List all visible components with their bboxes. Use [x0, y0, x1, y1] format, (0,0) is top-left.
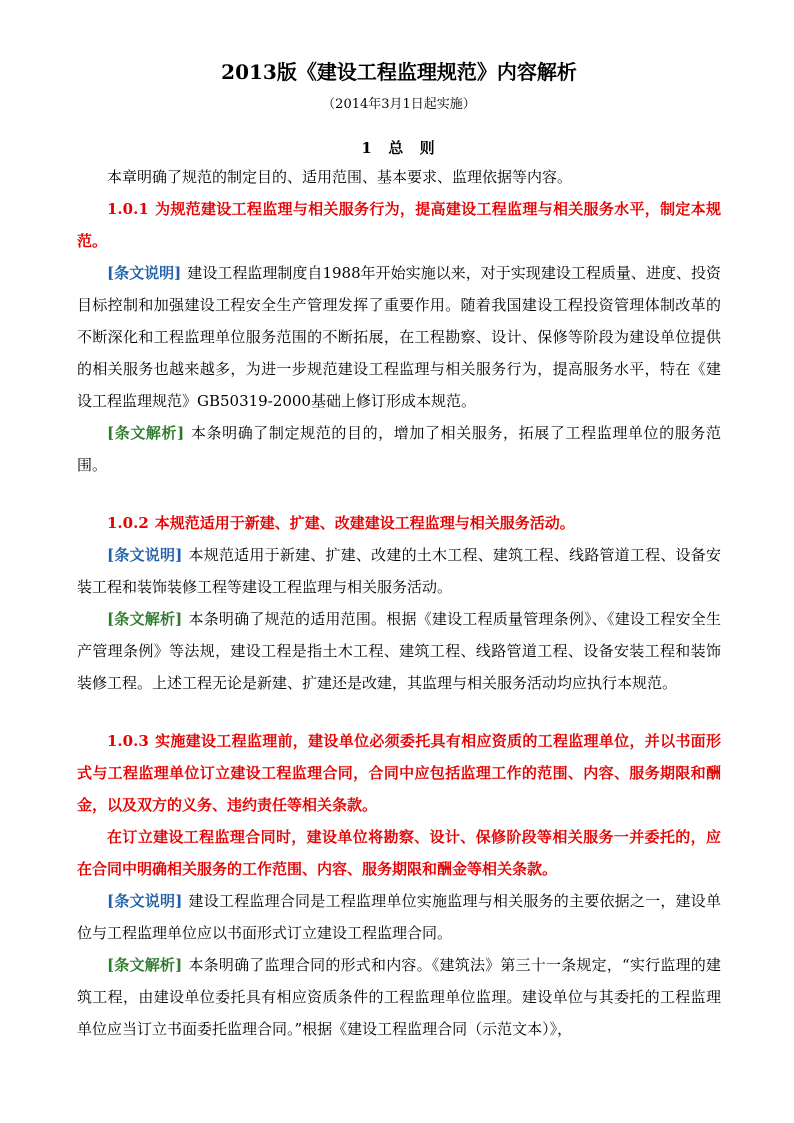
analysis-tag: [条文解析] — [107, 424, 185, 442]
analysis-1-0-3 — [77, 949, 721, 1045]
clause-1-0-3-continued — [77, 821, 721, 885]
section-spacer — [77, 699, 721, 725]
explain-1-0-2 — [77, 539, 721, 603]
analysis-1-0-1 — [77, 417, 721, 481]
analysis-text: 本条明确了监理合同的形式和内容。《建筑法》第三十一条规定，“实行监理的建筑工程，由建设单位委托具有相应资质条件的工程监理单位监理。建设单位与其委托的工程监理单位应当订立书面委托监理合同。”根据《建设工程监理合同（示范文本）》， — [77, 956, 721, 1038]
analysis-text: 本条明确了规范的适用范围。根据《建设工程质量管理条例》、《建设工程安全生产管理条例》等法规，建设工程是指土木工程、建筑工程、线路管道工程、设备安装工程和装饰装修工程。上述工程无论是新建、扩建还是改建，其监理与相关服务活动均应执行本规范。 — [77, 610, 721, 692]
chapter-intro: 本章明确了规范的制定目的、适用范围、基本要求、监理依据等内容。 — [107, 168, 573, 186]
explain-tag: [条文说明] — [107, 546, 183, 564]
analysis-1-0-2 — [77, 603, 721, 699]
clause-1-0-3 — [77, 725, 721, 821]
analysis-text: 本条明确了制定规范的目的，增加了相关服务，拓展了工程监理单位的服务范围。 — [77, 424, 721, 474]
chapter-heading: 1 总 则 — [361, 139, 437, 157]
document-title: 2013版《建设工程监理规范》内容解析 — [221, 60, 577, 84]
explain-tag: [条文说明] — [107, 264, 182, 282]
analysis-tag: [条文解析] — [107, 610, 183, 628]
explain-1-0-3 — [77, 885, 721, 949]
clause-1-0-2 — [77, 507, 721, 539]
clause-number: 1.0.1 — [107, 200, 149, 218]
document-content — [77, 57, 721, 1045]
clause-text: 实施建设工程监理前，建设单位必须委托具有相应资质的工程监理单位，并以书面形式与工程监理单位订立建设工程监理合同，合同中应包括监理工作的范围、内容、服务期限和酬金，以及双方的义务、违约责任等相关条款。 — [77, 732, 721, 814]
clause-number: 1.0.2 — [107, 514, 149, 532]
clause-text: 为规范建设工程监理与相关服务行为，提高建设工程监理与相关服务水平，制定本规范。 — [77, 200, 721, 250]
clause-number: 1.0.3 — [107, 732, 149, 750]
clause-text: 本规范适用于新建、扩建、改建建设工程监理与相关服务活动。 — [154, 514, 575, 532]
explain-text: 本规范适用于新建、扩建、改建的土木工程、建筑工程、线路管道工程、设备安装工程和装饰装修工程等建设工程监理与相关服务活动。 — [77, 546, 721, 596]
document-subtitle: （2014年3月1日起实施） — [322, 97, 476, 112]
explain-text: 建设工程监理制度自1988年开始实施以来，对于实现建设工程质量、进度、投资目标控制和加强建设工程安全生产管理发挥了重要作用。随着我国建设工程投资管理体制改革的不断深化和工程监理单位服务范围的不断拓展，在工程勘察、设计、保修等阶段为建设单位提供的相关服务也越来越多，为进一步规范建设工程监理与相关服务行为，提高服务水平，特在《建设工程监理规范》GB50319-2000基础上修订形成本规范。 — [77, 264, 721, 410]
clause-text-continued: 在订立建设工程监理合同时，建设单位将勘察、设计、保修阶段等相关服务一并委托的，应在合同中明确相关服务的工作范围、内容、服务期限和酬金等相关条款。 — [77, 828, 721, 878]
explain-text: 建设工程监理合同是工程监理单位实施监理与相关服务的主要依据之一，建设单位与工程监理单位应以书面形式订立建设工程监理合同。 — [77, 892, 721, 942]
explain-tag: [条文说明] — [107, 892, 183, 910]
explain-1-0-1 — [77, 257, 721, 417]
section-spacer — [77, 481, 721, 507]
clause-1-0-1 — [77, 193, 721, 257]
analysis-tag: [条文解析] — [107, 956, 183, 974]
